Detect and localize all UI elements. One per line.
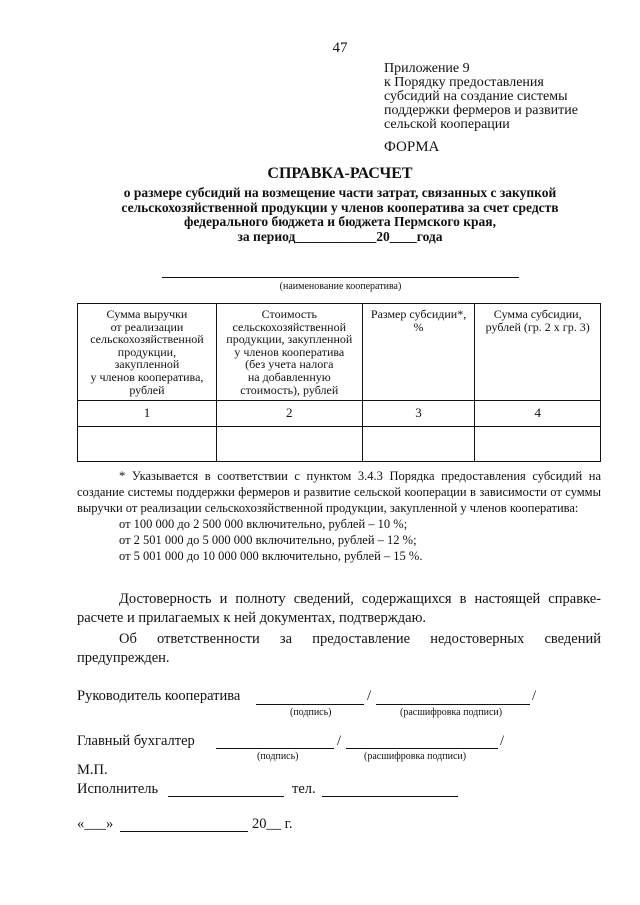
warning-text: Об ответственности за предоставление недостоверных сведений xyxy=(119,631,601,647)
slash: / xyxy=(500,733,505,749)
accountant-signature-line[interactable] xyxy=(216,748,334,749)
subtitle-line: о размере субсидий на возмещение части затрат, связанных с закупкой xyxy=(123,185,557,200)
subsidy-rate-cell[interactable] xyxy=(362,427,475,462)
head-label: Руководитель кооператива xyxy=(77,688,241,704)
footnote-text: * Указывается в соответствии с пунктом 3.4.3 Порядка предоставления субсидий на создание системы поддержки фермеров и развитие сельской кооперации в зависимости от суммы выручки от реализации сельскохозяйственной продукции, закупленной у членов кооператива: xyxy=(77,469,601,515)
decode-caption: (расшифровка подписи) xyxy=(400,707,503,718)
executor-line[interactable] xyxy=(168,796,284,797)
confirmation-paragraph xyxy=(77,590,601,628)
signature-caption: (подпись) xyxy=(257,751,299,762)
document-title: СПРАВКА-РАСЧЕТ xyxy=(267,165,413,182)
footnote-rate: от 5 001 000 до 10 000 000 включительно, рублей – 15 %. xyxy=(119,549,423,563)
decode-caption: (расшифровка подписи) xyxy=(364,751,467,762)
appendix-line: к Порядку предоставления xyxy=(384,75,544,90)
appendix-header xyxy=(384,62,578,132)
column-number: 3 xyxy=(362,401,475,427)
column-number: 4 xyxy=(475,401,601,427)
table-header-row xyxy=(78,304,601,401)
appendix-line: поддержки фермеров и развитие xyxy=(384,103,578,118)
slash: / xyxy=(337,733,342,749)
cost-cell[interactable] xyxy=(216,427,362,462)
warning-paragraph xyxy=(77,630,601,668)
header-subsidy-rate: Размер субсидии*, % xyxy=(362,304,475,401)
subtitle-line: федерального бюджета и бюджета Пермского края, xyxy=(184,214,496,229)
subtitle-period-line: за период____________20____года xyxy=(237,228,443,244)
appendix-line: субсидий на создание системы xyxy=(384,89,568,104)
footnote-rate: от 2 501 000 до 5 000 000 включительно, рублей – 12 %; xyxy=(119,533,417,547)
revenue-cell[interactable] xyxy=(78,427,217,462)
phone-line[interactable] xyxy=(322,796,458,797)
page-number: 47 xyxy=(332,40,348,56)
slash: / xyxy=(532,688,537,704)
phone-label: тел. xyxy=(292,781,316,797)
header-revenue: Сумма выручки от реализации сельскохозяйственной продукции, закупленной у членов кооператива, рублей xyxy=(78,304,217,401)
document-subtitle xyxy=(0,186,640,244)
stamp-label: М.П. xyxy=(77,762,108,778)
head-signature-line[interactable] xyxy=(256,704,364,705)
column-number: 2 xyxy=(216,401,362,427)
footnote-rate: от 100 000 до 2 500 000 включительно, рублей – 10 %; xyxy=(119,517,408,531)
appendix-line: Приложение 9 xyxy=(384,61,470,76)
calculation-table xyxy=(77,303,601,462)
head-decode-line[interactable] xyxy=(376,704,530,705)
confirmation-text: Достоверность и полноту сведений, содержащихся в настоящей справке-расчете и прилагаемых к ней документах, подтверждаю. xyxy=(77,591,601,626)
header-subsidy-amount: Сумма субсидии, рублей (гр. 2 х гр. 3) xyxy=(475,304,601,401)
accountant-decode-line[interactable] xyxy=(346,748,498,749)
signature-caption: (подпись) xyxy=(290,707,332,718)
cooperative-name-line xyxy=(162,277,519,278)
executor-label: Исполнитель xyxy=(77,781,159,797)
date-year[interactable]: 20__ г. xyxy=(252,816,293,832)
appendix-line: сельской кооперации xyxy=(384,117,510,132)
table-column-numbers-row xyxy=(78,401,601,427)
date-day[interactable]: «___» xyxy=(77,816,114,832)
warning-text-end: предупрежден. xyxy=(77,650,170,666)
date-month-line[interactable] xyxy=(120,831,248,832)
table-input-row xyxy=(78,427,601,462)
subtitle-line: сельскохозяйственной продукции у членов кооператива за счет средств xyxy=(121,199,559,215)
cooperative-name-caption: (наименование кооператива) xyxy=(279,281,402,292)
footnote xyxy=(77,468,601,564)
column-number: 1 xyxy=(78,401,217,427)
accountant-label: Главный бухгалтер xyxy=(77,733,195,749)
header-cost: Стоимость сельскохозяйственной продукции, закупленной у членов кооператива (без учета налога на добавленную стоимость), рублей xyxy=(216,304,362,401)
subsidy-amount-cell[interactable] xyxy=(475,427,601,462)
form-label: ФОРМА xyxy=(384,139,440,155)
slash: / xyxy=(367,688,372,704)
